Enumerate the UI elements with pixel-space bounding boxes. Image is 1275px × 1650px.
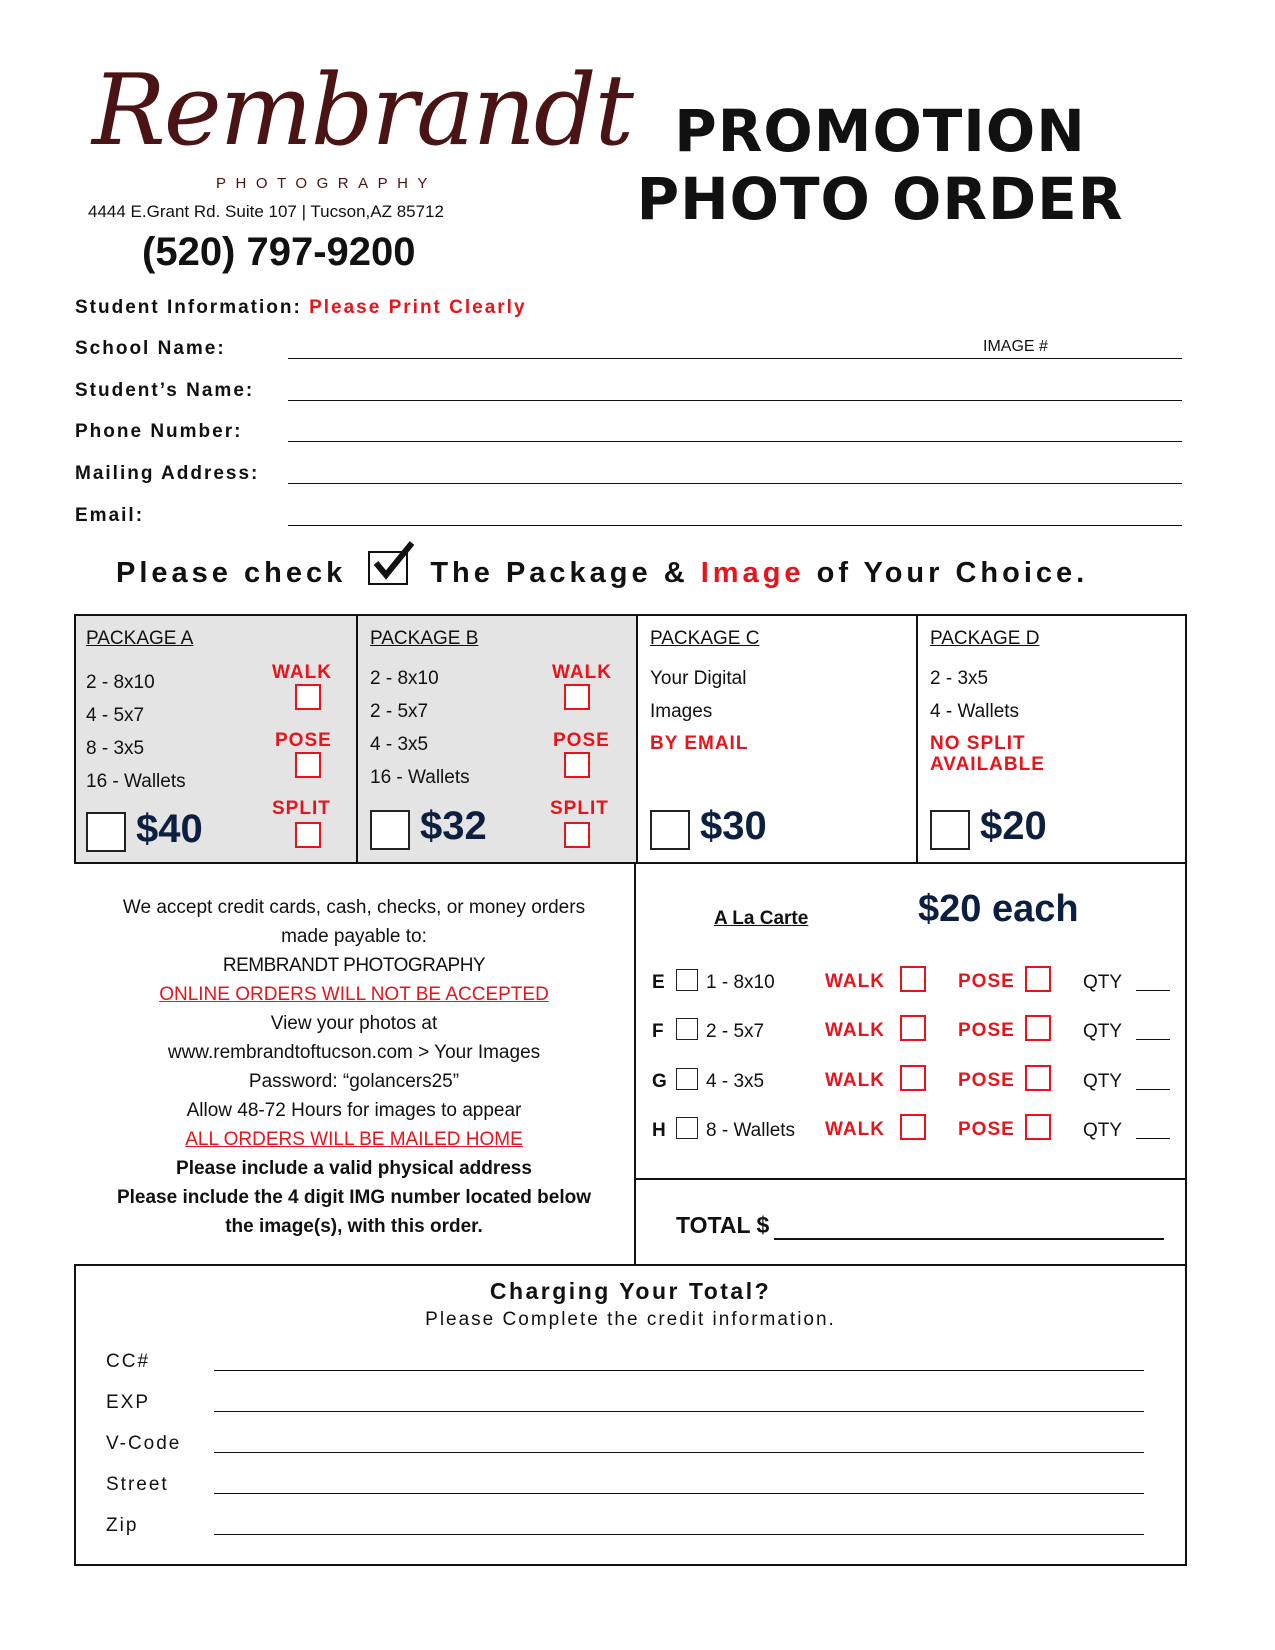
a-la-carte-item: 8 - Wallets xyxy=(706,1120,796,1141)
package-a-walk-checkbox[interactable] xyxy=(295,684,321,710)
page-title-line2: PHOTO ORDER xyxy=(636,165,1124,233)
a-la-carte-walk-label: WALK xyxy=(825,1070,885,1091)
logo-phone: (520) 797-9200 xyxy=(142,230,416,274)
checkmark-icon xyxy=(368,551,408,585)
a-la-carte-box xyxy=(634,862,1187,1266)
package-a-item: 4 - 5x7 xyxy=(86,705,145,726)
package-d-note: NO SPLIT xyxy=(930,733,1026,754)
payment-line: the image(s), with this order. xyxy=(225,1216,483,1237)
payment-line: View your photos at xyxy=(270,1013,438,1034)
package-d-title: PACKAGE D xyxy=(930,628,1040,649)
a-la-carte-pose-label: POSE xyxy=(958,1020,1015,1041)
a-la-carte-g-pose-checkbox[interactable] xyxy=(1025,1065,1051,1091)
packages-table xyxy=(74,614,1187,864)
cc-number-field[interactable] xyxy=(214,1370,1144,1371)
mailed-home-warning xyxy=(74,1125,634,1154)
print-clearly-note: Please Print Clearly xyxy=(309,297,527,318)
a-la-carte-letter: H xyxy=(652,1120,666,1141)
payment-payee: REMBRANDT PHOTOGRAPHY xyxy=(222,955,486,976)
package-b-pose-checkbox[interactable] xyxy=(564,752,590,778)
total-label: TOTAL $ xyxy=(676,1212,770,1238)
a-la-carte-f-pose-checkbox[interactable] xyxy=(1025,1015,1051,1041)
package-d-item: 2 - 3x5 xyxy=(930,668,989,689)
package-c-note: BY EMAIL xyxy=(650,733,749,754)
exp-label: EXP xyxy=(106,1392,151,1413)
total-field[interactable] xyxy=(774,1238,1164,1240)
package-b-walk-checkbox[interactable] xyxy=(564,684,590,710)
package-a-walk-label: WALK xyxy=(272,662,332,683)
package-b-item: 4 - 3x5 xyxy=(370,734,429,755)
mailing-address-field[interactable] xyxy=(288,483,1182,484)
a-la-carte-qty-label: QTY xyxy=(1083,972,1123,993)
credit-subheading: Please Complete the credit information. xyxy=(425,1309,836,1330)
a-la-carte-e-checkbox[interactable] xyxy=(676,969,698,991)
a-la-carte-item: 2 - 5x7 xyxy=(706,1021,765,1042)
a-la-carte-h-walk-checkbox[interactable] xyxy=(900,1114,926,1140)
a-la-carte-h-checkbox[interactable] xyxy=(676,1117,698,1139)
student-name-field[interactable] xyxy=(288,400,1182,401)
a-la-carte-walk-label: WALK xyxy=(825,971,885,992)
package-b-checkbox[interactable] xyxy=(370,810,410,850)
payment-line: made payable to: xyxy=(281,926,427,947)
package-a-split-label: SPLIT xyxy=(272,798,331,819)
package-b xyxy=(358,616,638,862)
package-c-item: Images xyxy=(650,701,713,722)
exp-field[interactable] xyxy=(214,1411,1144,1412)
package-c-item: Your Digital xyxy=(650,668,747,689)
package-d-checkbox[interactable] xyxy=(930,810,970,850)
a-la-carte-f-qty-field[interactable] xyxy=(1136,1039,1170,1040)
package-c-price: $30 xyxy=(700,804,767,848)
package-d-item: 4 - Wallets xyxy=(930,701,1020,722)
package-b-walk-label: WALK xyxy=(552,662,612,683)
payment-line: We accept credit cards, cash, checks, or money orders xyxy=(122,897,586,918)
payment-line: Please include a valid physical address xyxy=(176,1158,532,1179)
logo-address: 4444 E.Grant Rd. Suite 107 | Tucson,AZ 85712 xyxy=(88,202,444,221)
check-instruction-image: Image xyxy=(700,557,805,589)
a-la-carte-walk-label: WALK xyxy=(825,1119,885,1140)
a-la-carte-pose-label: POSE xyxy=(958,1070,1015,1091)
email-field[interactable] xyxy=(288,525,1182,526)
package-c-title: PACKAGE C xyxy=(650,628,760,649)
a-la-carte-g-walk-checkbox[interactable] xyxy=(900,1065,926,1091)
check-instruction xyxy=(116,551,1088,590)
package-a-title: PACKAGE A xyxy=(86,628,194,649)
payment-line: Please include the 4 digit IMG number located below xyxy=(116,1187,592,1208)
a-la-carte-e-walk-checkbox[interactable] xyxy=(900,966,926,992)
a-la-carte-qty-label: QTY xyxy=(1083,1120,1123,1141)
a-la-carte-pose-label: POSE xyxy=(958,1119,1015,1140)
package-b-item: 16 - Wallets xyxy=(370,767,470,788)
a-la-carte-e-pose-checkbox[interactable] xyxy=(1025,966,1051,992)
zip-label: Zip xyxy=(106,1515,139,1536)
package-a-pose-checkbox[interactable] xyxy=(295,752,321,778)
email-label: Email: xyxy=(75,505,145,526)
image-number-label: IMAGE # xyxy=(983,338,1048,355)
zip-field[interactable] xyxy=(214,1534,1144,1535)
package-c-checkbox[interactable] xyxy=(650,810,690,850)
a-la-carte-f-walk-checkbox[interactable] xyxy=(900,1015,926,1041)
v-code-field[interactable] xyxy=(214,1452,1144,1453)
logo-subtitle: PHOTOGRAPHY xyxy=(216,175,437,192)
cc-number-label: CC# xyxy=(106,1351,151,1372)
logo-script: Rembrandt xyxy=(92,54,632,168)
check-instruction-part1: Please check xyxy=(116,557,347,589)
a-la-carte-item: 4 - 3x5 xyxy=(706,1071,765,1092)
school-name-field[interactable] xyxy=(288,358,1182,359)
package-a-item: 8 - 3x5 xyxy=(86,738,145,759)
online-orders-warning xyxy=(74,980,634,1009)
student-info-heading xyxy=(75,297,527,319)
package-c xyxy=(638,616,918,862)
mailed-home-warning-text: ALL ORDERS WILL BE MAILED HOME xyxy=(185,1129,523,1150)
check-instruction-part2: The Package & xyxy=(430,557,689,589)
street-label: Street xyxy=(106,1474,169,1495)
a-la-carte-letter: F xyxy=(652,1021,664,1042)
package-b-item: 2 - 5x7 xyxy=(370,701,429,722)
a-la-carte-g-checkbox[interactable] xyxy=(676,1068,698,1090)
student-info-label: Student Information: xyxy=(75,297,302,318)
a-la-carte-h-qty-field[interactable] xyxy=(1136,1138,1170,1139)
a-la-carte-price: $20 each xyxy=(918,888,1079,930)
student-name-label: Student’s Name: xyxy=(75,380,255,401)
a-la-carte-letter: E xyxy=(652,972,665,993)
phone-number-label: Phone Number: xyxy=(75,421,243,442)
mailing-address-label: Mailing Address: xyxy=(75,463,260,484)
website-link[interactable]: www.rembrandtoftucson.com > Your Images xyxy=(167,1042,541,1063)
package-b-pose-label: POSE xyxy=(553,730,610,751)
a-la-carte-qty-label: QTY xyxy=(1083,1021,1123,1042)
package-a-price: $40 xyxy=(136,807,203,851)
package-b-split-label: SPLIT xyxy=(550,798,609,819)
package-b-split-checkbox[interactable] xyxy=(564,822,590,848)
total-divider xyxy=(636,1178,1185,1180)
a-la-carte-f-checkbox[interactable] xyxy=(676,1018,698,1040)
a-la-carte-e-qty-field[interactable] xyxy=(1136,990,1170,991)
package-b-title: PACKAGE B xyxy=(370,628,479,649)
a-la-carte-pose-label: POSE xyxy=(958,971,1015,992)
package-a-checkbox[interactable] xyxy=(86,812,126,852)
school-name-label: School Name: xyxy=(75,338,226,359)
package-d-note: AVAILABLE xyxy=(930,754,1045,775)
package-d-price: $20 xyxy=(980,804,1047,848)
v-code-label: V-Code xyxy=(106,1433,182,1454)
phone-number-field[interactable] xyxy=(288,441,1182,442)
password-line: Password: “golancers25” xyxy=(248,1071,460,1092)
package-a-item: 16 - Wallets xyxy=(86,771,186,792)
a-la-carte-title: A La Carte xyxy=(714,908,809,929)
package-a-item: 2 - 8x10 xyxy=(86,672,155,693)
a-la-carte-h-pose-checkbox[interactable] xyxy=(1025,1114,1051,1140)
credit-box xyxy=(74,1264,1187,1566)
online-orders-warning-text: ONLINE ORDERS WILL NOT BE ACCEPTED xyxy=(159,984,549,1005)
package-b-price: $32 xyxy=(420,804,487,848)
a-la-carte-letter: G xyxy=(652,1071,667,1092)
a-la-carte-g-qty-field[interactable] xyxy=(1136,1089,1170,1090)
package-a xyxy=(76,616,358,862)
payment-info xyxy=(74,893,634,1241)
package-a-split-checkbox[interactable] xyxy=(295,822,321,848)
street-field[interactable] xyxy=(214,1493,1144,1494)
a-la-carte-item: 1 - 8x10 xyxy=(706,972,775,993)
payment-line: Allow 48-72 Hours for images to appear xyxy=(186,1100,522,1121)
a-la-carte-walk-label: WALK xyxy=(825,1020,885,1041)
check-instruction-part4: of Your Choice. xyxy=(816,557,1089,589)
package-b-item: 2 - 8x10 xyxy=(370,668,439,689)
a-la-carte-qty-label: QTY xyxy=(1083,1071,1123,1092)
package-a-pose-label: POSE xyxy=(275,730,332,751)
credit-heading: Charging Your Total? xyxy=(489,1278,772,1304)
page-title-line1: PROMOTION xyxy=(674,97,1086,165)
package-d xyxy=(918,616,1185,862)
